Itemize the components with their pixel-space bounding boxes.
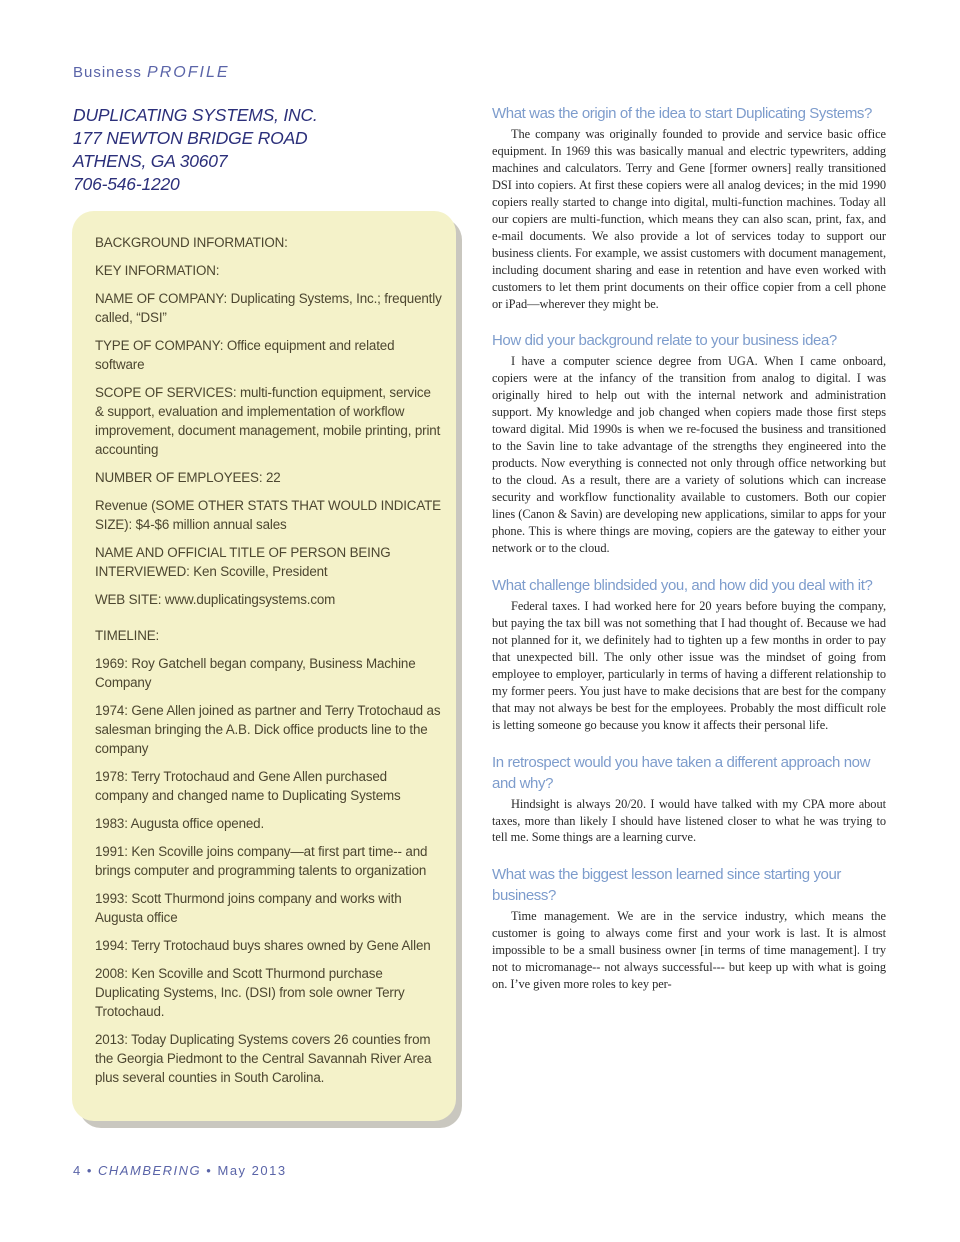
issue-date: May 2013 bbox=[217, 1163, 287, 1178]
question-heading: In retrospect would you have taken a different approach now and why? bbox=[492, 753, 871, 792]
answer-text: The company was originally founded to provide and service basic office equipment. In 1969 this was basically manual and electric typewriters, adding machines and calculators. Terry and Gene [former owners] really transitioned DSI into copiers. At first these copiers were all analog devices; in the mid 1990 copiers really started to change into digital, multi-function machines. Today all our copiers are multi-function, which means they can also scan, print, fax, and e-mail documents. We also provide a lot of services today to support our business clients. For example, we assist customers with document management, including document sharing and ease in retention and have even worked with customers to let them print documents on their office copier from a cell phone or iPad—wherever they might be. bbox=[492, 127, 886, 311]
answer-text: Federal taxes. I had worked here for 20 years before buying the company, but paying the tax bill was not something that I had thought of. Because we had not planned for it, we definitely had to tighten up a few months in order to pay that unexpected bill. The only other issue was the mindset of going from employee to employer, particularly in terms of having a different relationship to my former peers. You just have to make decisions that are best for the company that may not always be best for the employees. Probably the most difficult role is letting someone go because you know it affects their personal life. bbox=[492, 598, 886, 732]
section-strong: PROFILE bbox=[147, 64, 230, 81]
timeline-item: 2013: Today Duplicating Systems covers 26 counties from the Georgia Piedmont to the Central Savannah River Area plus several counties in South Carolina. bbox=[95, 1032, 432, 1085]
scope-of-services: SCOPE OF SERVICES: multi-function equipment, service & support, evaluation and implementation of workflow improvement, document management, mobile printing, print accounting bbox=[95, 385, 441, 457]
timeline-heading: TIMELINE: bbox=[95, 628, 160, 643]
qa-block bbox=[492, 752, 886, 847]
timeline-item: 1974: Gene Allen joined as partner and Terry Trotochaud as salesman bringing the A.B. Dick office products line to the company bbox=[95, 703, 441, 756]
question-heading: What challenge blindsided you, and how did you deal with it? bbox=[492, 576, 873, 594]
timeline-item: 1994: Terry Trotochaud buys shares owned by Gene Allen bbox=[95, 938, 431, 953]
key-info-heading: KEY INFORMATION: bbox=[95, 263, 220, 278]
timeline-item: 1969: Roy Gatchell began company, Business Machine Company bbox=[95, 656, 416, 690]
question-heading: What was the biggest lesson learned since starting your business? bbox=[492, 866, 842, 905]
qa-block bbox=[492, 103, 886, 312]
timeline-item: 2008: Ken Scoville and Scott Thurmond purchase Duplicating Systems, Inc. (DSI) from sole owner Terry Trotochaud. bbox=[95, 966, 405, 1019]
company-city: ATHENS, GA 30607 bbox=[73, 151, 228, 171]
interview-column bbox=[492, 103, 886, 1011]
qa-block bbox=[492, 330, 886, 556]
company-street: 177 NEWTON BRIDGE ROAD bbox=[73, 128, 308, 148]
website: WEB SITE: www.duplicatingsystems.com bbox=[95, 592, 336, 607]
section-word: Business bbox=[73, 64, 142, 81]
footer-bullet: • bbox=[86, 1163, 93, 1178]
timeline-item: 1991: Ken Scoville joins company—at first part time-- and brings computer and programming talents to organization bbox=[95, 844, 428, 878]
page-footer bbox=[73, 1163, 287, 1178]
page-number: 4 bbox=[73, 1163, 82, 1178]
revenue: Revenue (SOME OTHER STATS THAT WOULD INDICATE SIZE): $4-$6 million annual sales bbox=[95, 498, 441, 532]
magazine-name: CHAMBERING bbox=[98, 1163, 202, 1178]
footer-bullet: • bbox=[206, 1163, 213, 1178]
answer-text: I have a computer science degree from UGA. When I came onboard, copiers were at the infancy of the transition from analog to digital. I was originally hired to help out with the internal network and administration support. My knowledge and job changed when copiers made those first steps toward digital. Mid 1990s is when we re-focused the business and transitioned to the Savin line to take advantage of the strengths they engineered into the products. Now everything is connected not only through office networking but to the cloud. As a result, there are a variety of solutions which can increase security and workflow functionality available to customers. Both our copier lines (Canon & Savin) are developing new applications, similar to apps for your phone. This is where things are moving, copiers are the gateway to either your network or to the cloud. bbox=[492, 354, 886, 555]
timeline-item: 1978: Terry Trotochaud and Gene Allen purchased company and changed name to Duplicating Systems bbox=[95, 769, 401, 803]
company-contact-block bbox=[73, 104, 318, 196]
background-heading: BACKGROUND INFORMATION: bbox=[95, 235, 288, 250]
timeline-item: 1993: Scott Thurmond joins company and works with Augusta office bbox=[95, 891, 402, 925]
interviewee: NAME AND OFFICIAL TITLE OF PERSON BEING INTERVIEWED: Ken Scoville, President bbox=[95, 545, 391, 579]
name-of-company: NAME OF COMPANY: Duplicating Systems, Inc.; frequently called, “DSI” bbox=[95, 291, 442, 325]
number-of-employees: NUMBER OF EMPLOYEES: 22 bbox=[95, 470, 281, 485]
type-of-company: TYPE OF COMPANY: Office equipment and related software bbox=[95, 338, 395, 372]
qa-block bbox=[492, 575, 886, 734]
company-phone: 706-546-1220 bbox=[73, 174, 180, 194]
question-heading: What was the origin of the idea to start Duplicating Systems? bbox=[492, 105, 872, 122]
section-label bbox=[73, 64, 230, 82]
timeline-item: 1983: Augusta office opened. bbox=[95, 816, 265, 831]
answer-text: Time management. We are in the service industry, which means the customer is going to always come first and your work is last. It is almost impossible to be a small business owner [in terms of time management]. I try not to micromanage-- not always successful--- but keep up with what is going on. I’ve given more roles to key per- bbox=[492, 909, 886, 992]
question-heading: How did your background relate to your business idea? bbox=[492, 332, 837, 350]
company-name: DUPLICATING SYSTEMS, INC. bbox=[73, 105, 318, 125]
background-sidebar bbox=[72, 211, 456, 1121]
answer-text: Hindsight is always 20/20. I would have talked with my CPA more about taxes, more than likely I should have listened closer to what he was trying to tell me. Some things are a learning curve. bbox=[492, 796, 886, 845]
qa-block bbox=[492, 864, 886, 993]
